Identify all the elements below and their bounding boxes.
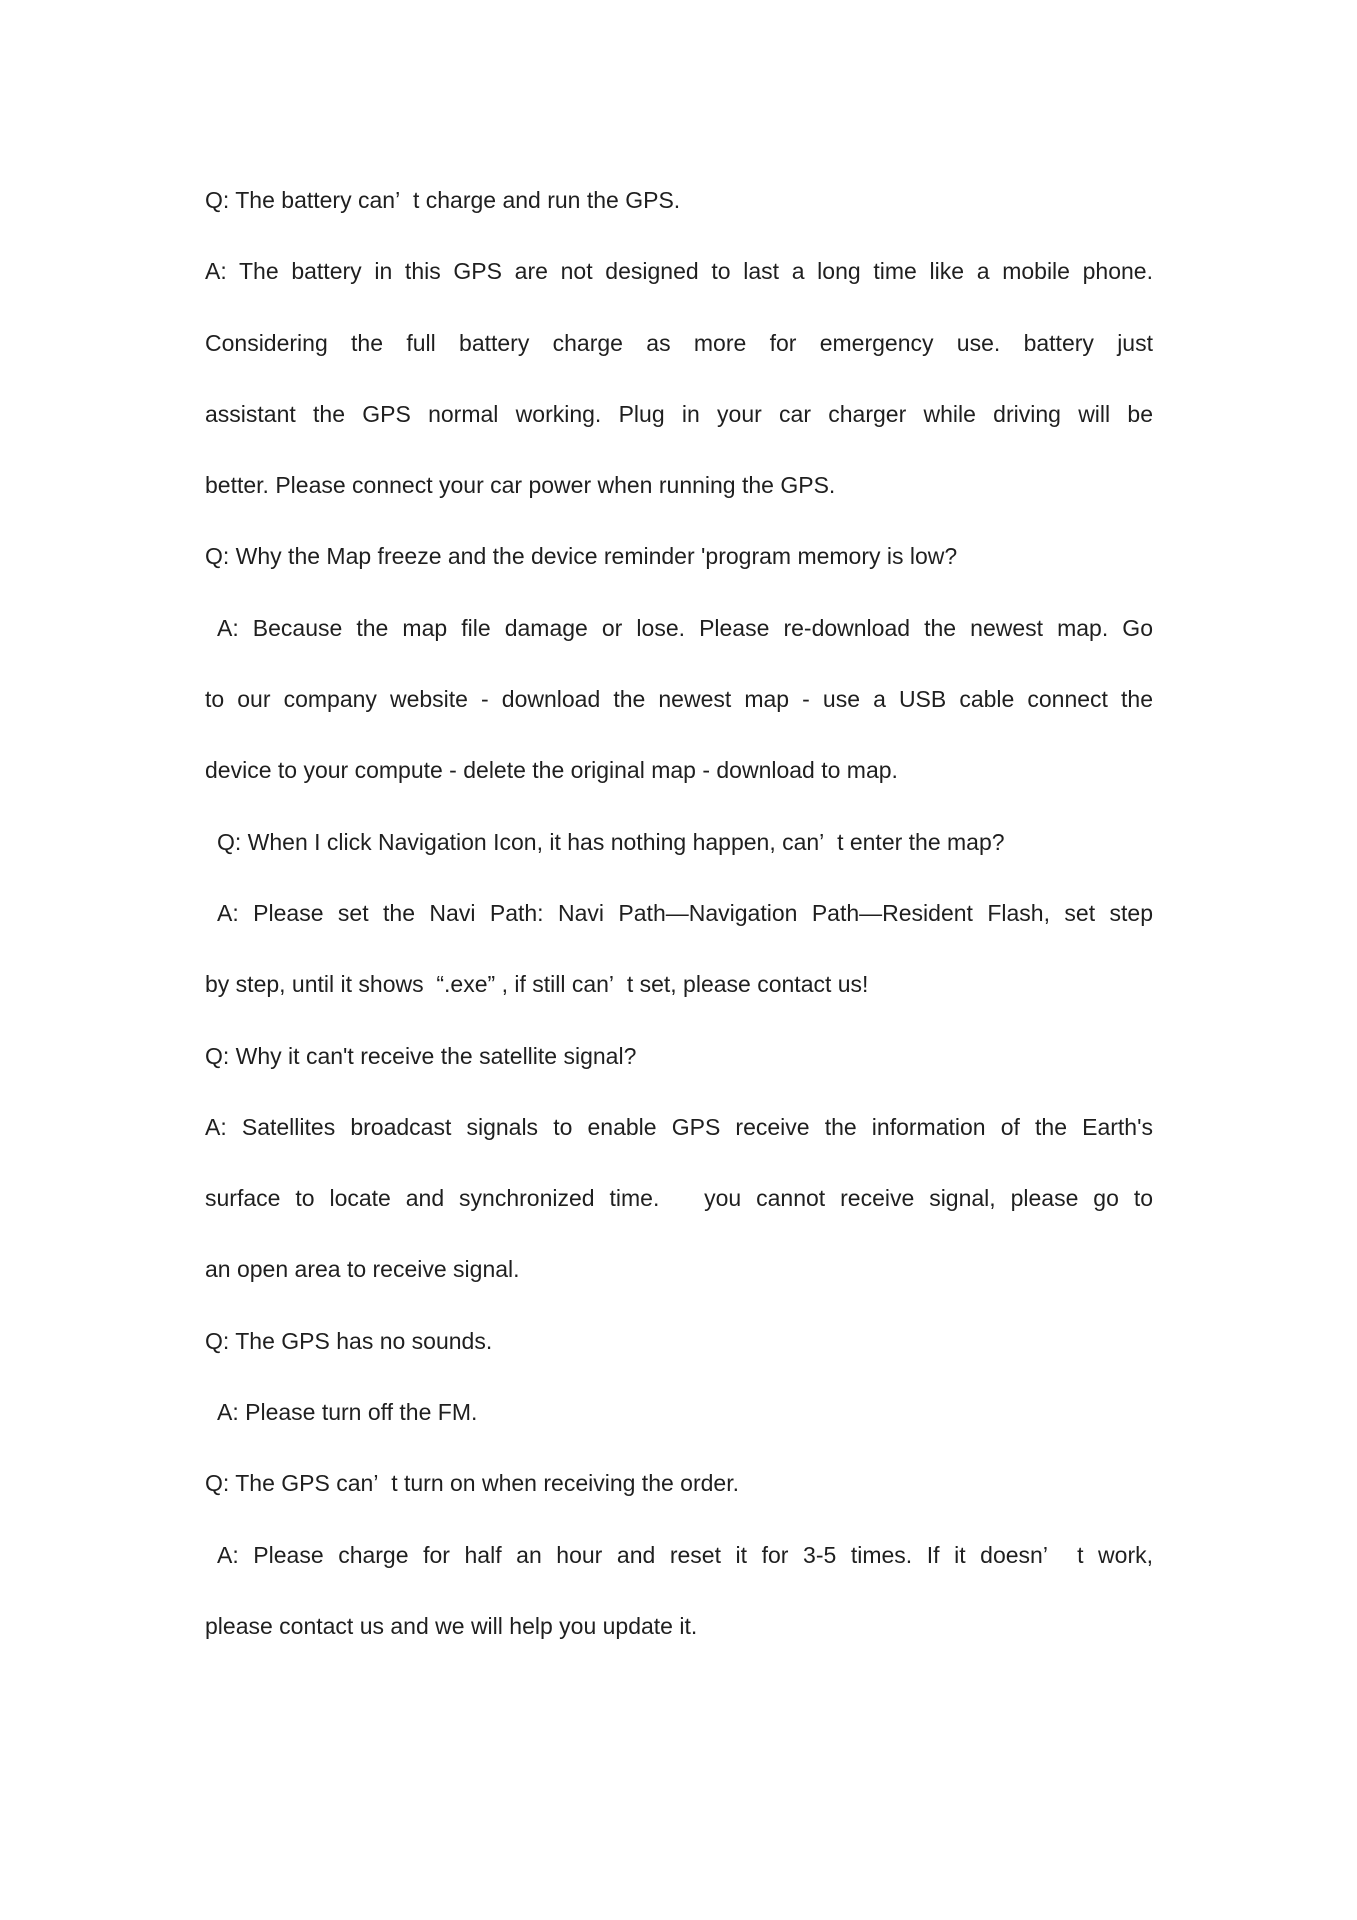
text-line: A: Because the map file damage or lose. Please re-download the newest map. Go <box>217 614 1153 641</box>
text-line: please contact us and we will help you update it. <box>205 1612 698 1639</box>
text-line: A: Satellites broadcast signals to enable GPS receive the information of the Earth's <box>205 1113 1153 1140</box>
text-line: Q: The battery can’ t charge and run the GPS. <box>205 187 681 213</box>
text-line: Q: Why it can't receive the satellite signal? <box>205 1042 637 1069</box>
text-line: A: Please charge for half an hour and reset it for 3-5 times. If it doesn’ t work, <box>217 1541 1153 1568</box>
faq-question-paragraph <box>205 1021 1153 1092</box>
text-line: to our company website - download the newest map - use a USB cable connect the <box>205 686 1153 713</box>
text-line: A: Please set the Navi Path: Navi Path—Navigation Path—Resident Flash, set step <box>217 899 1153 926</box>
faq-answer-paragraph <box>205 1092 1153 1306</box>
text-line: A: Please turn off the FM. <box>217 1399 478 1426</box>
text-line: by step, until it shows “.exe” , if still can’ t set, please contact us! <box>205 971 869 998</box>
faq-question-paragraph <box>205 807 1153 878</box>
text-line: an open area to receive signal. <box>205 1256 520 1283</box>
text-line: Q: When I click Navigation Icon, it has nothing happen, can’ t enter the map? <box>217 828 1005 855</box>
text-line: surface to locate and synchronized time. you cannot receive signal, please go to <box>205 1185 1153 1212</box>
text-line: A: The battery in this GPS are not designed to last a long time like a mobile phone. <box>205 258 1153 285</box>
faq-answer-paragraph <box>205 1377 1153 1448</box>
text-line: Q: Why the Map freeze and the device reminder 'program memory is low? <box>205 543 958 570</box>
text-line: assistant the GPS normal working. Plug in your car charger while driving will be <box>205 400 1153 427</box>
faq-question-paragraph <box>205 1306 1153 1377</box>
faq-answer-paragraph <box>205 1520 1153 1663</box>
text-line: Q: The GPS can’ t turn on when receiving the order. <box>205 1470 739 1497</box>
faq-answer-paragraph <box>205 878 1153 1021</box>
text-line: better. Please connect your car power when running the GPS. <box>205 472 836 499</box>
text-line: Considering the full battery charge as more for emergency use. battery just <box>205 329 1153 356</box>
faq-answer-paragraph <box>205 236 1153 521</box>
faq-question-paragraph <box>205 165 1153 236</box>
text-line: Q: The GPS has no sounds. <box>205 1327 493 1354</box>
faq-question-paragraph <box>205 1448 1153 1519</box>
text-line: device to your compute - delete the original map - download to map. <box>205 757 898 784</box>
faq-question-paragraph <box>205 521 1153 592</box>
faq-answer-paragraph <box>205 593 1153 807</box>
